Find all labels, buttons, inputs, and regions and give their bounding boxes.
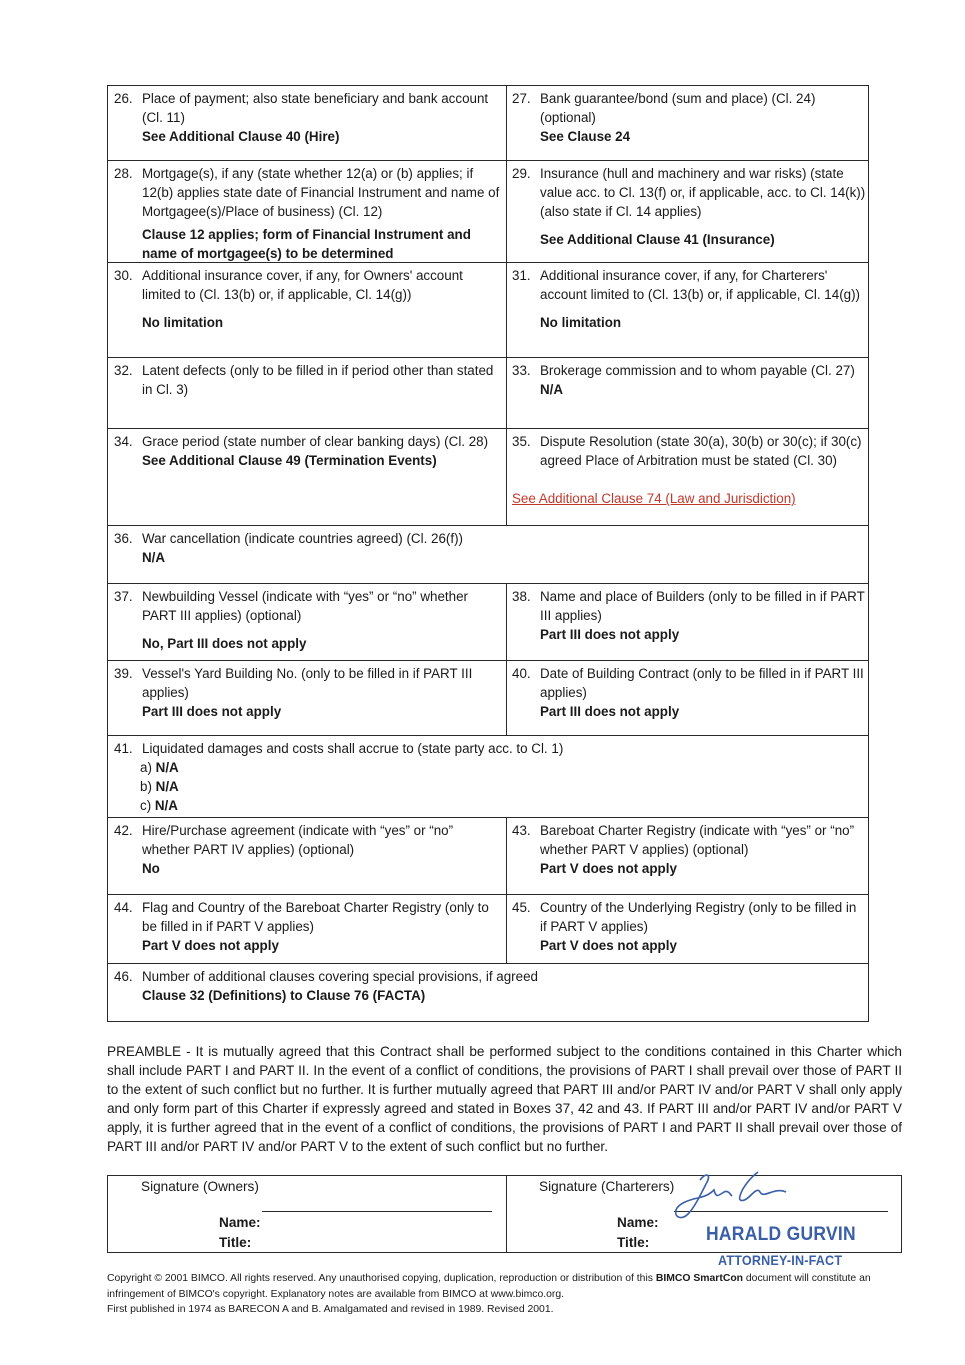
box-28 <box>108 161 506 262</box>
box-label: Additional insurance cover, if any, for Charterers' account limited to (Cl. 13(b) or, if applicable, Cl. 14(g)) <box>540 268 861 302</box>
box-35 <box>506 429 870 525</box>
box-number: 44. <box>114 900 133 915</box>
box-value[interactable]: No limitation <box>540 315 622 330</box>
stamp-name: HARALD GURVIN <box>706 1224 856 1245</box>
box-value[interactable]: See Additional Clause 41 (Insurance) <box>540 232 775 247</box>
box-37 <box>108 584 506 660</box>
box-number: 34. <box>114 434 133 449</box>
box-label: Place of payment; also state beneficiary and bank account (Cl. 11) <box>142 91 489 125</box>
copyright-brand: BIMCO SmartCon <box>655 1273 744 1284</box>
stamp-title: ATTORNEY-IN-FACT <box>718 1252 843 1268</box>
box-43 <box>506 818 870 894</box>
box-label: Bank guarantee/bond (sum and place) (Cl. 24) (optional) <box>540 91 816 125</box>
box-label: Date of Building Contract (only to be filled in if PART III applies) <box>540 666 864 700</box>
box-value[interactable]: See Additional Clause 40 (Hire) <box>142 129 340 144</box>
box-40 <box>506 661 870 735</box>
charterers-signature-label: Signature (Charterers) <box>539 1179 675 1194</box>
box-label: Liquidated damages and costs shall accrue to (state party acc. to Cl. 1) <box>142 741 564 756</box>
box-number: 41. <box>114 741 133 756</box>
charterers-name-label: Name: <box>617 1215 659 1230</box>
box-value[interactable]: See Additional Clause 49 (Termination Events) <box>142 453 437 468</box>
box-number: 28. <box>114 166 133 181</box>
box-label: Bareboat Charter Registry (indicate with “yes” or “no” whether PART V applies) (optional) <box>540 823 855 857</box>
box-33 <box>506 358 870 428</box>
box-value[interactable]: Clause 32 (Definitions) to Clause 76 (FACTA) <box>142 988 426 1003</box>
box-number: 37. <box>114 589 133 604</box>
party-c-label: c) <box>140 798 152 813</box>
box-value[interactable]: Part V does not apply <box>540 938 677 953</box>
box-30 <box>108 263 506 357</box>
box-number: 32. <box>114 363 133 378</box>
box-38 <box>506 584 870 660</box>
box-29 <box>506 161 870 262</box>
boxes-table <box>107 85 869 1022</box>
owners-name-label: Name: <box>219 1215 261 1230</box>
box-number: 30. <box>114 268 133 283</box>
box-number: 36. <box>114 531 133 546</box>
box-number: 27. <box>512 91 531 106</box>
box-44 <box>108 895 506 963</box>
party-b-label: b) <box>140 779 152 794</box>
party-a <box>140 758 866 777</box>
box-32 <box>108 358 506 428</box>
box-number: 26. <box>114 91 133 106</box>
box-39 <box>108 661 506 735</box>
publication-history: First published in 1974 as BARECON A and B. Amalgamated and revised in 1989. Revised 2001. <box>107 1304 554 1315</box>
box-label: Newbuilding Vessel (indicate with “yes” or “no” whether PART III applies) (optional) <box>142 589 468 623</box>
signature-divider <box>506 1176 507 1252</box>
box-label: Latent defects (only to be filled in if period other than stated in Cl. 3) <box>142 363 494 397</box>
box-label: Mortgage(s), if any (state whether 12(a) or (b) applies; if 12(b) applies state date of Financial Instrument and name of Mortgagee(s)/Place of business) (Cl. 12) <box>142 166 500 219</box>
box-value[interactable]: Clause 12 applies; form of Financial Instrument and name of mortgagee(s) to be determined <box>142 227 471 261</box>
box-label: Flag and Country of the Bareboat Charter Registry (only to be filled in if PART V applies) <box>142 900 489 934</box>
box-value[interactable]: No limitation <box>142 315 224 330</box>
box-45 <box>506 895 870 963</box>
party-b-value[interactable]: N/A <box>155 779 179 794</box>
copyright-text-cont: document will constitute an infringement of BIMCO's copyright. Explanatory notes are available from BIMCO at www.bimco.org. <box>107 1273 871 1300</box>
box-26 <box>108 86 506 160</box>
box-number: 46. <box>114 969 133 984</box>
box-label: Grace period (state number of clear banking days) (Cl. 28) <box>142 434 489 449</box>
party-a-label: a) <box>140 760 152 775</box>
box-value[interactable]: No, Part III does not apply <box>142 636 307 651</box>
box-number: 45. <box>512 900 531 915</box>
box-number: 29. <box>512 166 531 181</box>
box-number: 38. <box>512 589 531 604</box>
box-46 <box>108 964 870 1022</box>
copyright-notice <box>107 1271 907 1318</box>
box-label: Insurance (hull and machinery and war risks) (state value acc. to Cl. 13(f) or, if applicable, acc. to Cl. 14(k)) (also state if Cl. 14 applies) <box>540 166 866 219</box>
box-value[interactable]: See Clause 24 <box>540 129 631 144</box>
box-label: Dispute Resolution (state 30(a), 30(b) or 30(c); if 30(c) agreed Place of Arbitration must be stated (Cl. 30) <box>540 434 862 468</box>
charterers-title-label: Title: <box>617 1235 650 1250</box>
party-b <box>140 777 866 796</box>
box-value[interactable]: Part III does not apply <box>540 627 680 642</box>
box-number: 35. <box>512 434 531 449</box>
box-value[interactable]: Part III does not apply <box>142 704 282 719</box>
preamble-text: PREAMBLE - It is mutually agreed that this Contract shall be performed subject to the conditions contained in this Charter which shall include PART I and PART II. In the event of a conflict of conditions, the provisions of PART I shall prevail over those of PART II to the extent of such conflict but no further. It is further mutually agreed that PART III and/or PART IV and/or PART V shall only apply and only form part of this Charter if expressly agreed and stated in Boxes 37, 42 and 43. If PART III and/or PART IV and/or PART V apply, it is further agreed that in the event of a conflict of conditions, the provisions of PART I and PART II shall prevail over those of PART III and/or PART IV and/or PART V to the extent of such conflict but no further. <box>107 1044 902 1154</box>
box-label: Number of additional clauses covering special provisions, if agreed <box>142 969 538 984</box>
owners-signature-label: Signature (Owners) <box>141 1179 259 1194</box>
box-34 <box>108 429 506 525</box>
box-31 <box>506 263 870 357</box>
box-41 <box>108 736 870 817</box>
box-value[interactable]: N/A <box>540 382 564 397</box>
box-label: Additional insurance cover, if any, for Owners' account limited to (Cl. 13(b) or, if applicable, Cl. 14(g)) <box>142 268 463 302</box>
box-number: 39. <box>114 666 133 681</box>
box-number: 31. <box>512 268 531 283</box>
party-a-value[interactable]: N/A <box>155 760 179 775</box>
box-value[interactable]: Part V does not apply <box>142 938 279 953</box>
box-number: 40. <box>512 666 531 681</box>
clause-74-link[interactable]: See Additional Clause 74 (Law and Jurisdiction) <box>512 491 796 506</box>
party-c-value[interactable]: N/A <box>154 798 178 813</box>
party-c <box>140 796 866 815</box>
box-number: 42. <box>114 823 133 838</box>
box-27 <box>506 86 870 160</box>
box-label: Name and place of Builders (only to be filled in if PART III applies) <box>540 589 865 623</box>
box-label: War cancellation (indicate countries agreed) (Cl. 26(f)) <box>142 531 464 546</box>
handwritten-signature <box>662 1168 792 1228</box>
box-value[interactable]: No <box>142 861 160 876</box>
box-value[interactable]: Part V does not apply <box>540 861 677 876</box>
box-value[interactable]: N/A <box>142 550 166 565</box>
box-number: 33. <box>512 363 531 378</box>
box-42 <box>108 818 506 894</box>
box-label: Hire/Purchase agreement (indicate with “yes” or “no” whether PART IV applies) (optional) <box>142 823 454 857</box>
box-value[interactable]: Part III does not apply <box>540 704 680 719</box>
owners-title-label: Title: <box>219 1235 252 1250</box>
box-36 <box>108 526 870 583</box>
box-label: Country of the Underlying Registry (only to be filled in if PART V applies) <box>540 900 857 934</box>
copyright-text: Copyright © 2001 BIMCO. All rights reserved. Any unauthorised copying, duplication, reproduction or distribution of this <box>107 1273 656 1284</box>
box-label: Vessel's Yard Building No. (only to be filled in if PART III applies) <box>142 666 473 700</box>
box-number: 43. <box>512 823 531 838</box>
box-label: Brokerage commission and to whom payable (Cl. 27) <box>540 363 855 378</box>
owners-signature-line[interactable] <box>262 1211 492 1212</box>
